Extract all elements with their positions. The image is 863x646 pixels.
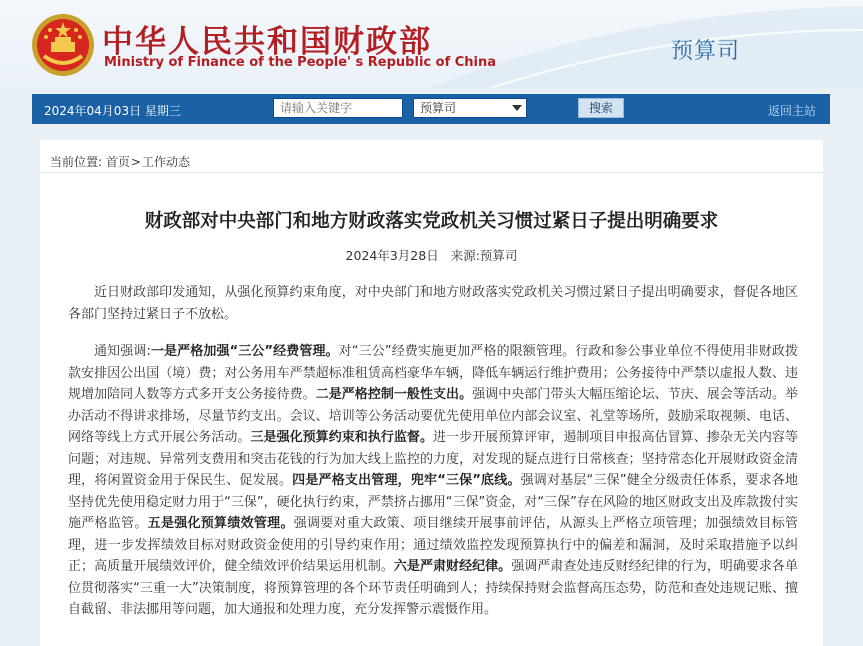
paragraph-text: 对“三公”经费实施更加严格的限额管理。行政和参公事业单位不得使用非财政拨款安排因公出国（境）费；对公务用车严禁超标准租赁高档豪华车辆，降低车辆运行维护费用；公务接待中严禁以虚报人数、违规增加陪同人数等方式多开支公务接待费。 [68, 344, 798, 402]
site-title-english: Ministry of Finance of the People' s Republic of China [104, 55, 497, 70]
breadcrumb-prefix: 当前位置: [50, 155, 103, 169]
article-date: 2024年3月28日 [345, 248, 439, 263]
article-source-label: 来源: [450, 248, 480, 263]
header-decoration [430, 0, 863, 88]
article-paragraph-1: 近日财政部印发通知，从强化预算约束角度，对中央部门和地方财政落实党政机关习惯过紧日子提出明确要求，督促各地区各部门坚持过紧日子不放松。 [68, 285, 798, 322]
current-date: 2024年04月03日 星期三 [44, 104, 181, 118]
site-header [0, 0, 863, 88]
breadcrumb-section-link[interactable]: 工作动态 [141, 155, 190, 169]
paragraph-text: 强调要对重大政策、项目继续开展事前评估，从源头上严格立项管理；加强绩效目标管理，进一步发挥绩效目标对财政资金使用的引导约束作用；通过绩效监控发现预算执行中的偏差和漏洞，及时采取措施予以纠正；高质量开展绩效评价，健全绩效评价结果运用机制。 [68, 516, 798, 574]
paragraph-emphasis: 六是严肃财经纪律。 [393, 559, 512, 574]
breadcrumb [50, 153, 190, 170]
search-input[interactable] [273, 98, 403, 118]
department-name: 预算司 [671, 39, 741, 64]
paragraph-text: 进一步开展预算评审，遏制项目申报高估冒算、掺杂无关内容等问题；对违规、异常列支费用和突击花钱的行为加大线上监控的力度，对发现的疑点进行日常核查；坚持常态化开展财政资金清理，将闲置资金用于保民生、促发展。 [68, 430, 798, 488]
breadcrumb-home-link[interactable]: 首页 [105, 155, 130, 169]
paragraph-text: 通知强调: [94, 344, 151, 359]
paragraph-emphasis: 一是严格加强“三公”经费管理。 [150, 344, 339, 359]
paragraph-emphasis: 五是强化预算绩效管理。 [147, 516, 294, 531]
chevron-down-icon [512, 105, 522, 111]
article-panel [40, 140, 823, 646]
paragraph-emphasis: 二是严格控制一般性支出。 [315, 387, 473, 402]
breadcrumb-separator: > [130, 155, 141, 169]
article-paragraph-2 [68, 341, 798, 621]
search-scope-value: 预算司 [420, 101, 457, 115]
paragraph-emphasis: 三是强化预算约束和执行监督。 [250, 430, 433, 445]
article-meta [40, 246, 823, 264]
paragraph-text: 强调对基层“三保”健全分级责任体系，要求各地坚持优先使用稳定财力用于“三保”，硬化执行约束，严禁挤占挪用“三保”资金，对“三保”存在风险的地区财政支出及库款拨付实施严格监管。 [68, 473, 798, 531]
article-source: 预算司 [479, 248, 518, 263]
national-emblem-icon [30, 12, 96, 78]
nav-bar [32, 94, 830, 124]
site-title: 中华人民共和国财政部 [102, 24, 432, 60]
search-button[interactable]: 搜索 [578, 98, 624, 118]
paragraph-emphasis: 四是严格支出管理，兜牢“三保”底线。 [292, 473, 521, 488]
paragraph-text: 强调严肃查处违反财经纪律的行为，明确要求各单位贯彻落实“三重一大”决策制度，将预算管理的各个环节责任明确到人；持续保持财会监督高压态势，防范和查处违规记账、擅自截留、非法挪用等问题，加大通报和处理力度，充分发挥警示震慑作用。 [68, 559, 798, 617]
search-scope-select[interactable] [413, 98, 527, 118]
return-main-site-link[interactable]: 返回主站 [767, 104, 816, 118]
divider [40, 172, 823, 173]
article-title: 财政部对中央部门和地方财政落实党政机关习惯过紧日子提出明确要求 [144, 211, 719, 232]
paragraph-text: 强调中央部门带头大幅压缩论坛、节庆、展会等活动。举办活动不得讲求排场，尽量节约支出。会议、培训等公务活动要优先使用单位内部会议室、礼堂等场所，鼓励采取视频、电话、网络等线上方式开展公务活动。 [68, 387, 798, 445]
